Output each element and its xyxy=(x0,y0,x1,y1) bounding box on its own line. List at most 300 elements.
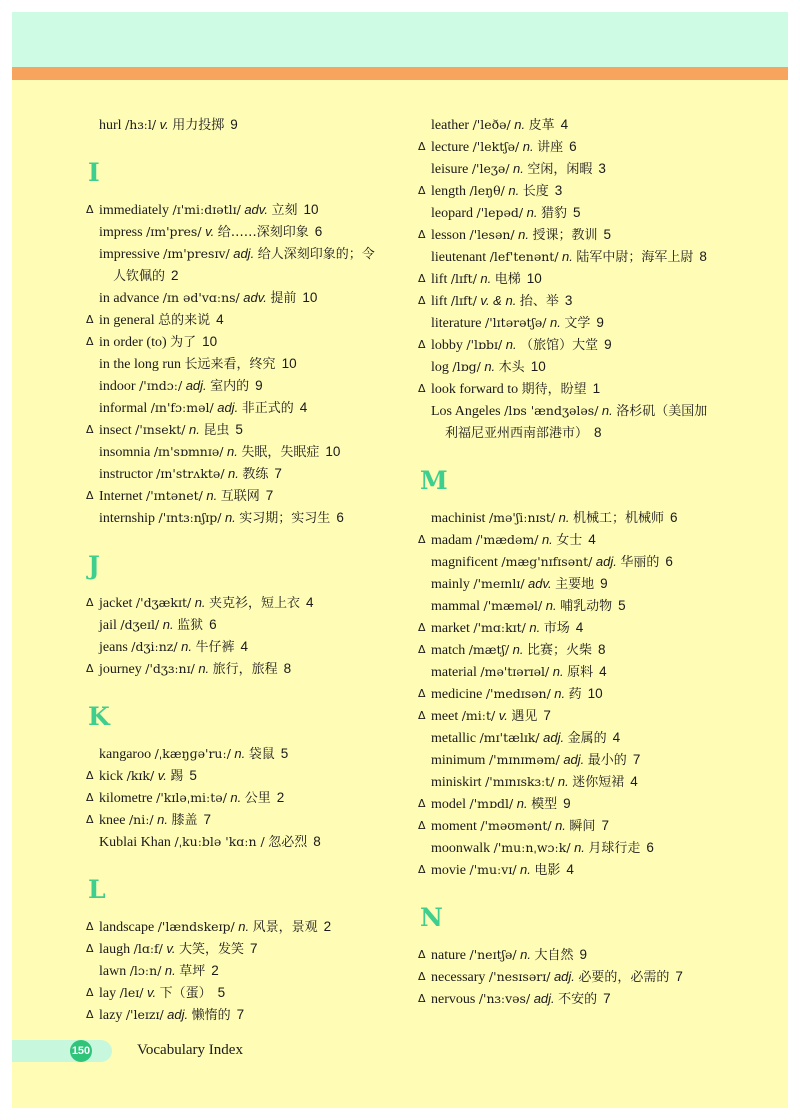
entry-part-of-speech: n. xyxy=(562,249,573,264)
key-word-triangle-icon: Δ xyxy=(418,228,426,241)
entry-part-of-speech: v. xyxy=(205,224,215,239)
vocabulary-entry xyxy=(86,614,376,636)
key-word-triangle-icon: Δ xyxy=(86,335,94,348)
entry-phonetic: /'neɪtʃə/ xyxy=(469,947,517,962)
vocabulary-entry xyxy=(418,859,718,881)
entry-meaning: 陆军中尉；海军上尉 xyxy=(576,250,694,265)
entry-meaning: 互联网 xyxy=(220,489,260,504)
entry-part-of-speech: n. xyxy=(526,205,538,220)
entry-unit-number: 10 xyxy=(202,334,218,349)
vocabulary-entry xyxy=(418,268,718,290)
entry-meaning: 皮革 xyxy=(528,118,555,133)
entry-meaning: 大自然 xyxy=(534,948,574,963)
entry-phonetic: /mæg'nɪfɪsənt/ xyxy=(501,554,593,569)
entry-meaning: 膝盖 xyxy=(171,813,198,828)
entry-meaning: 为了 xyxy=(170,335,197,350)
entry-word: miniskirt xyxy=(431,775,482,790)
entry-part-of-speech: n. xyxy=(518,227,529,242)
entry-phonetic: /lɪft/ xyxy=(450,293,477,308)
entry-meaning: 总的来说 xyxy=(158,313,211,328)
key-word-triangle-icon: Δ xyxy=(418,948,426,961)
entry-part-of-speech: n. xyxy=(601,403,613,418)
vocabulary-entry xyxy=(418,988,718,1010)
entry-word: landscape xyxy=(99,920,155,935)
entry-word: indoor xyxy=(99,379,136,394)
entry-part-of-speech: n. xyxy=(557,774,569,789)
entry-meaning: 市场 xyxy=(543,621,570,636)
entry-word: kick xyxy=(99,769,124,784)
entry-meaning: 木头 xyxy=(498,360,525,375)
vocabulary-entry xyxy=(86,960,376,982)
entry-phonetic: /ɪm'presɪv/ xyxy=(163,246,230,261)
entry-part-of-speech: adv. xyxy=(243,290,267,305)
entry-word: madam xyxy=(431,533,473,548)
key-word-triangle-icon: Δ xyxy=(86,942,94,955)
entry-word: minimum xyxy=(431,753,486,768)
entry-word: market xyxy=(431,621,470,636)
vocabulary-entry xyxy=(86,114,376,136)
key-word-triangle-icon: Δ xyxy=(418,621,426,634)
vocabulary-entry xyxy=(86,831,376,853)
letter-heading-text: J xyxy=(88,551,100,580)
entry-meaning: 踢 xyxy=(170,769,184,784)
entry-meaning: 忽必烈 xyxy=(268,835,308,850)
key-word-triangle-icon: Δ xyxy=(418,184,426,197)
entry-meaning: 给……深刻印象 xyxy=(217,225,309,240)
entry-unit-number: 4 xyxy=(306,595,314,610)
entry-meaning: 主要地 xyxy=(555,577,595,592)
entry-word: magnificent xyxy=(431,555,498,570)
vocabulary-entry xyxy=(86,397,376,419)
key-word-triangle-icon: Δ xyxy=(86,489,94,502)
entry-unit-number: 10 xyxy=(303,202,319,217)
vocabulary-entry xyxy=(418,837,718,859)
letter-heading-text: L xyxy=(88,875,106,904)
letter-heading-text: N xyxy=(420,903,443,932)
entry-phonetic: /ɪn'sɒmnɪə/ xyxy=(153,444,224,459)
key-word-triangle-icon: Δ xyxy=(86,423,94,436)
entry-word: lay xyxy=(99,986,117,1001)
letter-heading xyxy=(86,853,376,916)
entry-unit-number: 2 xyxy=(323,919,332,934)
entry-word: lawn xyxy=(99,964,127,979)
vocabulary-entry xyxy=(418,573,718,595)
key-word-triangle-icon: Δ xyxy=(86,1008,94,1021)
entry-meaning: 风景，景观 xyxy=(252,920,318,935)
entry-part-of-speech: v. xyxy=(146,985,157,1000)
entry-phonetic: /'lepəd/ xyxy=(476,205,524,220)
entry-meaning: 瞬间 xyxy=(569,819,596,834)
entry-meaning: 室内的 xyxy=(210,379,250,394)
entry-word: leisure xyxy=(431,162,469,177)
footer-tab xyxy=(12,1040,112,1062)
entry-unit-number: 4 xyxy=(575,620,584,635)
entry-unit-number: 2 xyxy=(211,963,219,978)
entry-phonetic: /'ɪntənet/ xyxy=(146,488,203,503)
letter-heading-text: M xyxy=(420,466,448,495)
entry-unit-number: 7 xyxy=(236,1007,245,1022)
entry-part-of-speech: n. xyxy=(520,947,531,962)
entry-word: lift xyxy=(431,272,448,287)
entry-word: moonwalk xyxy=(431,841,491,856)
entry-meaning: 电梯 xyxy=(494,272,521,287)
key-word-triangle-icon: Δ xyxy=(86,986,94,999)
entry-unit-number: 10 xyxy=(530,359,546,374)
entry-word: lesson xyxy=(431,228,466,243)
entry-part-of-speech: adj. xyxy=(233,246,255,261)
entry-unit-number: 4 xyxy=(630,774,638,789)
entry-meaning: 女士 xyxy=(556,533,583,548)
vocabulary-entry xyxy=(86,938,376,960)
entry-meaning: 不安的 xyxy=(558,992,598,1007)
entry-unit-number: 7 xyxy=(265,488,274,503)
entry-meaning: 迷你短裙 xyxy=(572,775,625,790)
entry-unit-number: 8 xyxy=(283,661,292,676)
entry-meaning: 用力投掷 xyxy=(172,118,225,133)
key-word-triangle-icon: Δ xyxy=(418,643,426,656)
entry-meaning: 公里 xyxy=(244,791,271,806)
entry-word: lieutenant xyxy=(431,250,487,265)
entry-part-of-speech: n. xyxy=(514,117,526,132)
entry-part-of-speech: n. xyxy=(552,664,564,679)
entry-word: lazy xyxy=(99,1008,123,1023)
key-word-triangle-icon: Δ xyxy=(418,992,426,1005)
letter-heading xyxy=(86,136,376,199)
entry-word: Kublai Khan xyxy=(99,835,171,850)
vocabulary-entry xyxy=(418,136,718,158)
entry-phonetic: /'mɑːkɪt/ xyxy=(473,620,526,635)
entry-word: medicine xyxy=(431,687,483,702)
entry-word: moment xyxy=(431,819,477,834)
vocabulary-entry xyxy=(86,592,376,614)
entry-phonetic: /lɑːf/ xyxy=(133,941,163,956)
entry-phonetic: /lɒg/ xyxy=(452,359,481,374)
entry-phonetic: /'məʊmənt/ xyxy=(480,818,552,833)
entry-meaning: 文学 xyxy=(564,316,591,331)
entry-unit-number: 3 xyxy=(564,293,573,308)
vocabulary-entry xyxy=(86,743,376,765)
vocabulary-entry xyxy=(418,400,718,444)
entry-part-of-speech: n. xyxy=(508,183,520,198)
entry-unit-number: 8 xyxy=(594,425,602,440)
entry-unit-number: 5 xyxy=(280,746,289,761)
entry-phonetic: /'muːvɪ/ xyxy=(469,862,517,877)
entry-unit-number: 6 xyxy=(209,617,217,632)
entry-part-of-speech: n. xyxy=(529,620,541,635)
entry-word: in advance xyxy=(99,291,160,306)
entry-word: leopard xyxy=(431,206,473,221)
entry-part-of-speech: n. xyxy=(480,271,492,286)
key-word-triangle-icon: Δ xyxy=(86,596,94,609)
entry-unit-number: 7 xyxy=(250,941,258,956)
entry-meaning: 期待，盼望 xyxy=(521,382,587,397)
entry-part-of-speech: adj. xyxy=(543,730,565,745)
entry-part-of-speech: n. xyxy=(206,488,218,503)
entry-meaning: 遇见 xyxy=(511,709,538,724)
entry-meaning: 机械工；机械师 xyxy=(572,511,664,526)
entry-unit-number: 6 xyxy=(646,840,654,855)
entry-phonetic: /dʒiːnz/ xyxy=(131,639,178,654)
entry-unit-number: 4 xyxy=(588,532,596,547)
letter-heading-text: I xyxy=(88,158,100,187)
vocabulary-entry xyxy=(418,966,718,988)
letter-heading xyxy=(418,444,718,507)
entry-part-of-speech: n. xyxy=(181,639,192,654)
page-number: 150 xyxy=(70,1040,92,1062)
entry-phonetic: /'mæməl/ xyxy=(483,598,543,613)
entry-word: mammal xyxy=(431,599,480,614)
entry-part-of-speech: adj. xyxy=(595,554,617,569)
entry-part-of-speech: n. xyxy=(550,315,561,330)
vocabulary-entry xyxy=(86,809,376,831)
entry-unit-number: 5 xyxy=(573,205,581,220)
entry-phonetic: /mætʃ/ xyxy=(468,642,510,657)
entry-word: journey xyxy=(99,662,142,677)
entry-unit-number: 9 xyxy=(600,576,608,591)
entry-word: lift xyxy=(431,294,448,309)
key-word-triangle-icon: Δ xyxy=(418,687,426,700)
entry-meaning: 袋鼠 xyxy=(248,747,275,762)
entry-word: match xyxy=(431,643,466,658)
entry-word: informal xyxy=(99,401,148,416)
entry-part-of-speech: n. xyxy=(228,466,239,481)
vocabulary-entry xyxy=(86,243,376,287)
entry-phonetic: /'mɒdl/ xyxy=(469,796,514,811)
key-word-triangle-icon: Δ xyxy=(418,819,426,832)
vocabulary-entry xyxy=(418,815,718,837)
entry-meaning: 实习期；实习生 xyxy=(239,511,331,526)
entry-meaning: 比赛；火柴 xyxy=(527,643,593,658)
vocabulary-entry xyxy=(86,463,376,485)
vocabulary-entry xyxy=(418,705,718,727)
key-word-triangle-icon: Δ xyxy=(86,769,94,782)
entry-unit-number: 9 xyxy=(596,315,604,330)
entry-part-of-speech: adv. xyxy=(244,202,268,217)
entry-unit-number: 10 xyxy=(526,271,542,286)
vocabulary-entry xyxy=(418,378,718,400)
entry-phonetic: /'mædəm/ xyxy=(475,532,539,547)
entry-meaning: 长远来看，终究 xyxy=(184,357,276,372)
entry-unit-number: 10 xyxy=(587,686,603,701)
entry-phonetic: /dʒeɪl/ xyxy=(120,617,160,632)
entry-word: laugh xyxy=(99,942,131,957)
entry-meaning: 华丽的 xyxy=(620,555,660,570)
entry-part-of-speech: n. xyxy=(520,862,531,877)
vocabulary-entry xyxy=(418,683,718,705)
entry-word: insect xyxy=(99,423,132,438)
entry-phonetic: /'leʒə/ xyxy=(471,161,510,176)
entry-phonetic: /lɒs 'ændʒələs/ xyxy=(504,403,599,418)
vocabulary-entry xyxy=(418,595,718,617)
entry-word: in the long run xyxy=(99,357,182,372)
entry-meaning: 失眠，失眠症 xyxy=(241,445,320,460)
entry-phonetic: /'nesɪsərɪ/ xyxy=(488,969,551,984)
entry-part-of-speech: v. xyxy=(166,941,176,956)
entry-unit-number: 9 xyxy=(579,947,587,962)
entry-meaning: 懒惰的 xyxy=(191,1008,231,1023)
vocabulary-entry xyxy=(86,507,376,529)
entry-phonetic: /'ɪntɜːnʃɪp/ xyxy=(158,510,222,525)
entry-word: jeans xyxy=(99,640,128,655)
entry-unit-number: 3 xyxy=(554,183,563,198)
entry-unit-number: 2 xyxy=(276,790,285,805)
key-word-triangle-icon: Δ xyxy=(418,709,426,722)
entry-phonetic: /mə'tɪərɪəl/ xyxy=(480,664,550,679)
entry-meaning: 猎豹 xyxy=(540,206,567,221)
vocabulary-entry xyxy=(418,114,718,136)
entry-meaning: 讲座 xyxy=(537,140,564,155)
vocabulary-entry xyxy=(86,916,376,938)
entry-word: mainly xyxy=(431,577,470,592)
entry-unit-number: 6 xyxy=(336,510,344,525)
entry-phonetic: /lef'tenənt/ xyxy=(489,249,559,264)
entry-part-of-speech: n. xyxy=(522,139,534,154)
key-word-triangle-icon: Δ xyxy=(86,813,94,826)
entry-meaning: 昆虫 xyxy=(203,423,230,438)
entry-part-of-speech: v. xyxy=(498,708,508,723)
footer-title: Vocabulary Index xyxy=(137,1042,243,1058)
entry-phonetic: /mɪ'tælɪk/ xyxy=(479,730,540,745)
entry-unit-number: 10 xyxy=(325,444,341,459)
entry-word: nervous xyxy=(431,992,476,1007)
entry-word: in general xyxy=(99,313,155,328)
vocabulary-entry xyxy=(418,334,718,356)
entry-unit-number: 4 xyxy=(560,117,569,132)
entry-unit-number: 1 xyxy=(592,381,601,396)
entry-phonetic: /ɪn'fɔːməl/ xyxy=(150,400,214,415)
entry-part-of-speech: adj. xyxy=(167,1007,189,1022)
entry-phonetic: /niː/ xyxy=(128,812,154,827)
entry-unit-number: 9 xyxy=(604,337,612,352)
entry-unit-number: 9 xyxy=(255,378,263,393)
entry-unit-number: 5 xyxy=(189,768,197,783)
entry-part-of-speech: adj. xyxy=(533,991,555,1006)
entry-word: Los Angeles xyxy=(431,404,501,419)
entry-word: model xyxy=(431,797,466,812)
entry-part-of-speech: adj. xyxy=(553,969,575,984)
entry-unit-number: 7 xyxy=(603,991,611,1006)
entry-part-of-speech: v. xyxy=(157,768,167,783)
entry-word: kangaroo xyxy=(99,747,152,762)
key-word-triangle-icon: Δ xyxy=(418,140,426,153)
entry-unit-number: 7 xyxy=(203,812,211,827)
entry-unit-number: 7 xyxy=(543,708,551,723)
vocabulary-entry xyxy=(418,944,718,966)
entry-word: nature xyxy=(431,948,466,963)
vocabulary-entry xyxy=(418,246,718,268)
vocabulary-entry xyxy=(86,636,376,658)
entry-meaning: 下（蛋） xyxy=(159,986,212,1001)
vocabulary-entry xyxy=(418,793,718,815)
entry-part-of-speech: adj. xyxy=(185,378,207,393)
entry-part-of-speech: v. & n. xyxy=(480,293,517,308)
letter-heading-text: K xyxy=(88,702,110,731)
vocabulary-entry xyxy=(86,787,376,809)
entry-unit-number: 4 xyxy=(240,639,248,654)
entry-part-of-speech: n. xyxy=(541,532,553,547)
entry-part-of-speech: adj. xyxy=(217,400,239,415)
entry-meaning: 洛杉矶（美国加利福尼亚州西南部港市） xyxy=(445,404,708,441)
entry-part-of-speech: n. xyxy=(157,812,168,827)
entry-word: log xyxy=(431,360,449,375)
vocabulary-entry xyxy=(86,199,376,221)
key-word-triangle-icon: Δ xyxy=(418,797,426,810)
vocabulary-entry xyxy=(418,661,718,683)
entry-meaning: 非正式的 xyxy=(241,401,294,416)
entry-unit-number: 7 xyxy=(274,466,282,481)
entry-meaning: 立刻 xyxy=(271,203,298,218)
entry-word: knee xyxy=(99,813,126,828)
entry-unit-number: 10 xyxy=(302,290,318,305)
entry-word: impressive xyxy=(99,247,160,262)
entry-phonetic: /lɔːn/ xyxy=(129,963,162,978)
entry-phonetic: /'nɜːvəs/ xyxy=(478,991,531,1006)
entry-phonetic: /'lɪtərətʃə/ xyxy=(485,315,547,330)
key-word-triangle-icon: Δ xyxy=(418,863,426,876)
entry-part-of-speech: n. xyxy=(574,840,585,855)
entry-unit-number: 8 xyxy=(598,642,606,657)
entry-meaning: 长度 xyxy=(522,184,549,199)
letter-heading xyxy=(86,680,376,743)
entry-word: jail xyxy=(99,618,117,633)
entry-part-of-speech: n. xyxy=(512,642,524,657)
entry-part-of-speech: n. xyxy=(224,510,236,525)
key-word-triangle-icon: Δ xyxy=(418,338,426,351)
entry-word: lecture xyxy=(431,140,470,155)
entry-phonetic: /'mɪnɪskɜːt/ xyxy=(485,774,555,789)
entry-meaning: 最小的 xyxy=(587,753,627,768)
entry-unit-number: 5 xyxy=(603,227,611,242)
entry-word: leather xyxy=(431,118,470,133)
entry-word: immediately xyxy=(99,203,169,218)
index-column-left xyxy=(86,114,376,1026)
entry-meaning: 监狱 xyxy=(177,618,204,633)
entry-unit-number: 5 xyxy=(618,598,626,613)
vocabulary-entry xyxy=(418,507,718,529)
entry-part-of-speech: n. xyxy=(194,595,206,610)
vocabulary-entry xyxy=(418,312,718,334)
entry-part-of-speech: n. xyxy=(198,661,210,676)
header-stripe xyxy=(12,67,788,80)
entry-word: impress xyxy=(99,225,143,240)
entry-unit-number: 7 xyxy=(632,752,641,767)
vocabulary-entry xyxy=(418,529,718,551)
letter-heading xyxy=(418,881,718,944)
vocabulary-entry xyxy=(86,287,376,309)
entry-meaning: 草坪 xyxy=(179,964,206,979)
entry-word: in order (to) xyxy=(99,335,167,350)
vocabulary-entry xyxy=(418,749,718,771)
vocabulary-entry xyxy=(86,309,376,331)
entry-word: hurl xyxy=(99,118,122,133)
entry-word: look forward to xyxy=(431,382,519,397)
key-word-triangle-icon: Δ xyxy=(86,662,94,675)
entry-phonetic: /miːt/ xyxy=(461,708,496,723)
key-word-triangle-icon: Δ xyxy=(86,920,94,933)
entry-meaning: 抬、举 xyxy=(519,294,559,309)
entry-word: length xyxy=(431,184,466,199)
entry-meaning: （旅馆）大堂 xyxy=(520,338,599,353)
vocabulary-entry xyxy=(418,551,718,573)
entry-phonetic: /'meɪnlɪ/ xyxy=(473,576,525,591)
key-word-triangle-icon: Δ xyxy=(86,313,94,326)
entry-phonetic: /'dʒækɪt/ xyxy=(135,595,192,610)
vocabulary-entry xyxy=(86,658,376,680)
entry-meaning: 药 xyxy=(568,687,582,702)
entry-part-of-speech: n. xyxy=(162,617,174,632)
entry-phonetic: /'ɪndɔː/ xyxy=(139,378,183,393)
entry-phonetic: /leɪ/ xyxy=(119,985,144,1000)
